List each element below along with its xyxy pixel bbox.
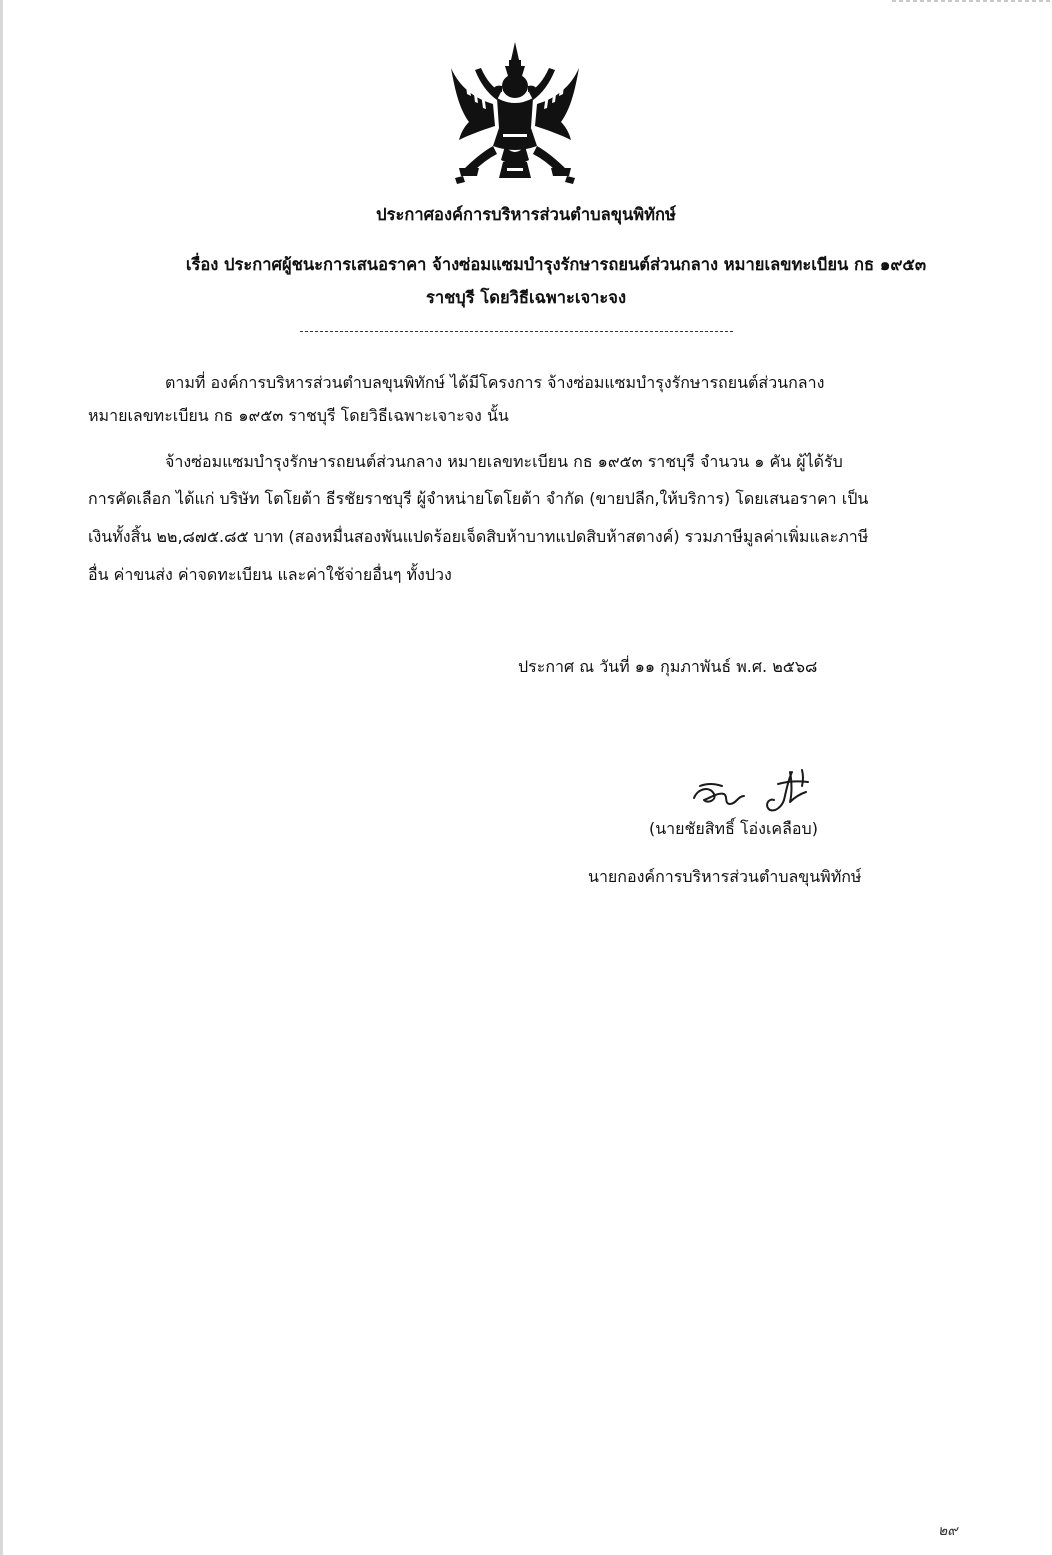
garuda-emblem-icon xyxy=(445,38,585,188)
signer-name: (นายชัยสิทธิ์ โอ่งเคลือบ) xyxy=(649,819,818,838)
signature-icon xyxy=(682,764,832,814)
title-divider xyxy=(300,331,733,332)
announcement-date: ประกาศ ณ วันที่ ๑๑ กุมภาพันธ์ พ.ศ. ๒๕๖๘ xyxy=(518,657,818,676)
title-subject-continued: ราชบุรี โดยวิธีเฉพาะเจาะจง xyxy=(425,288,627,307)
body-paragraph-1-line-1: ตามที่ องค์การบริหารส่วนตำบลขุนพิทักษ์ ได้มีโครงการ จ้างซ่อมแซมบำรุงรักษารถยนต์ส่วนกลาง xyxy=(165,373,825,392)
title-organization: ประกาศองค์การบริหารส่วนตำบลขุนพิทักษ์ xyxy=(376,205,676,224)
body-paragraph-1-line-2: หมายเลขทะเบียน กธ ๑๙๕๓ ราชบุรี โดยวิธีเฉพาะเจาะจง นั้น xyxy=(88,406,509,425)
title-subject: เรื่อง ประกาศผู้ชนะการเสนอราคา จ้างซ่อมแซมบำรุงรักษารถยนต์ส่วนกลาง หมายเลขทะเบียน กธ ๑๙๕๓ xyxy=(185,255,927,274)
body-paragraph-2-line-1: จ้างซ่อมแซมบำรุงรักษารถยนต์ส่วนกลาง หมายเลขทะเบียน กธ ๑๙๕๓ ราชบุรี จำนวน ๑ คัน ผู้ได้รับ xyxy=(165,452,843,471)
scan-corner-mark xyxy=(892,0,1052,2)
scan-edge xyxy=(0,0,3,1555)
signer-position: นายกองค์การบริหารส่วนตำบลขุนพิทักษ์ xyxy=(588,867,862,886)
body-paragraph-2-line-4: อื่น ค่าขนส่ง ค่าจดทะเบียน และค่าใช้จ่ายอื่นๆ ทั้งปวง xyxy=(88,565,452,584)
page-mark: ๒๙ xyxy=(938,1523,958,1539)
body-paragraph-2-line-3: เงินทั้งสิ้น ๒๒,๘๗๕.๘๕ บาท (สองหมื่นสองพันแปดร้อยเจ็ดสิบห้าบาทแปดสิบห้าสตางค์) รวมภาษีมูลค่าเพิ่มและภาษี xyxy=(88,527,869,546)
body-paragraph-2-line-2: การคัดเลือก ได้แก่ บริษัท โตโยต้า ธีรชัยราชบุรี ผู้จำหน่ายโตโยต้า จำกัด (ขายปลีก,ให้บริการ) โดยเสนอราคา เป็น xyxy=(88,489,869,508)
